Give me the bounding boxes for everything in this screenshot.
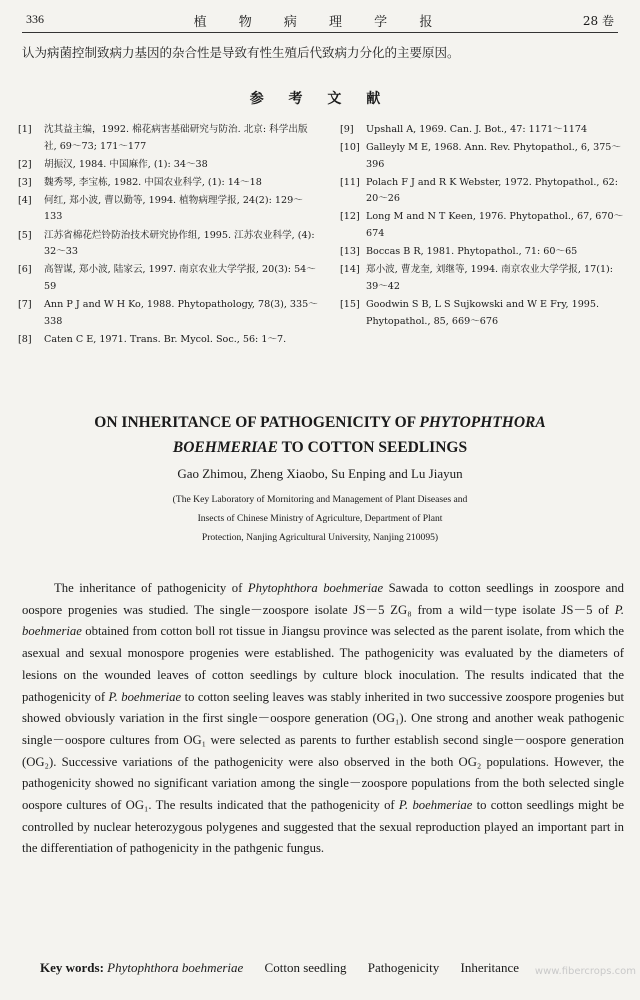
reference-item [18, 175, 318, 192]
keywords-label: Key words: [40, 960, 104, 975]
reference-item [340, 297, 626, 330]
abstract-text: obtained from cotton boll rot tissue in Jiangsu province was selected as the parent isolate, from which the asexual and sexual monospore progenies were established. The pathogenicity was evaluated by the diameters of lesions on the wounded leaves of cotton seedlings by culture block inoculation. The results indicated that the pathogenicity of [22, 624, 624, 704]
reference-item [18, 228, 318, 261]
title-part: ON INHERITANCE OF PATHOGENICITY OF [94, 414, 420, 431]
intro-paragraph: 认为病菌控制致病力基因的杂合性是导致有性生殖后代致病力分化的主要原因。 [22, 45, 460, 60]
reference-item [340, 175, 626, 208]
abstract-species: Phytophthora boehmeriae [247, 581, 384, 595]
abstract-species: P. boehmeriae [22, 602, 624, 639]
reference-text: Ann P J and W H Ko, 1988. Phytopathology, 78(3), 335～338 [44, 298, 318, 327]
reference-item [18, 157, 318, 174]
reference-number: [11] [340, 176, 360, 188]
reference-number: [14] [340, 264, 360, 276]
reference-item [18, 262, 318, 295]
reference-item [18, 297, 318, 330]
reference-item [18, 193, 318, 226]
reference-number: [9] [340, 124, 354, 135]
references-left-column [18, 122, 318, 350]
keyword: Pathogenicity [367, 960, 440, 975]
abstract-species: P. boehmeriae [398, 798, 473, 813]
references-heading: 参 考 文 献 [249, 91, 391, 107]
reference-number: [1] [18, 124, 32, 135]
reference-number: [8] [18, 333, 32, 345]
keyword: Phytophthora boehmeriae [107, 960, 244, 975]
reference-item [340, 244, 626, 261]
abstract-text: The inheritance of pathogenicity of [54, 581, 248, 595]
reference-text: 何红, 郑小波, 曹以勤等, 1994. 植物病理学报, 24(2): 129～133 [44, 194, 303, 223]
reference-item [18, 332, 318, 349]
reference-text: 魏秀琴, 李宝栋, 1982. 中国农业科学, (1): 14～18 [44, 176, 262, 188]
reference-item [340, 209, 626, 242]
abstract [22, 578, 624, 860]
affiliation [0, 490, 640, 547]
reference-text: 胡振汉, 1984. 中国麻作, (1): 34～38 [44, 158, 208, 170]
reference-text: Goodwin S B, L S Sujkowski and W E Fry, 1995. Phytopathol., 85, 669～676 [366, 298, 600, 327]
reference-text: Galleyly M E, 1968. Ann. Rev. Phytopathol., 6, 375～396 [366, 142, 621, 170]
reference-text: Boccas B R, 1981. Phytopathol., 71: 60～65 [366, 246, 578, 258]
abstract-text: to cotton seedlings might be controlled by nuclear heterozygous polygenes and suggested that the sexual reproduction played an important part in the differentiation of pathogenicity in the pathgenic fungus. [22, 798, 624, 856]
volume-label: 28 卷 [582, 14, 614, 28]
page-number: 336 [26, 12, 44, 26]
reference-number: [7] [18, 298, 32, 310]
paper-title [30, 410, 610, 460]
reference-text: Long M and N T Keen, 1976. Phytopathol., 67, 670～674 [366, 211, 624, 240]
site-watermark: www.fibercrops.com [534, 966, 636, 977]
abstract-text: to cotton seeling leaves was stably inherited in two successive zoospore progenies but showed obviously variation in the first single－oospore generation (OG₁). One strong and another weak pathogenic single－oospore cultures from OG₁ were selected as parents to further establish second single－oospore generation (OG₂). Successive variations of the pathogenicity were also observed in the both OG₂ populations. However, the pathogenicity showed no significant variation among the single－zoospore populations from the both selected single oospore cultures of OG₁. The results indicated that the pathogenicity of [22, 689, 624, 813]
reference-item [340, 262, 626, 295]
reference-text: Caten C E, 1971. Trans. Br. Mycol. Soc., 56: 1～7. [44, 333, 287, 345]
reference-item [18, 122, 318, 155]
reference-text: 高智谋, 郑小波, 陆家云, 1997. 南京农业大学学报, 20(3): 54～59 [44, 264, 316, 292]
reference-number: [13] [340, 246, 360, 258]
title-species: BOEHMERIAE [172, 439, 278, 456]
reference-number: [10] [340, 142, 360, 154]
reference-text: Upshall A, 1969. Can. J. Bot., 47: 1171～1174 [366, 124, 588, 135]
reference-number: [4] [18, 194, 32, 206]
affiliation-line: Protection, Nanjing Agricultural University, Nanjing 210095) [201, 532, 439, 543]
abstract-species: P. boehmeriae [108, 689, 182, 704]
title-genus: PHYTOPHTHORA [419, 414, 546, 431]
reference-text: Polach F J and R K Webster, 1972. Phytopathol., 62: 20～26 [366, 176, 618, 205]
affiliation-line: Insects of Chinese Ministry of Agriculture, Department of Plant [197, 513, 443, 524]
reference-item [340, 122, 626, 139]
keyword: Inheritance [460, 960, 519, 975]
journal-name: 植 物 病 理 学 报 [193, 15, 447, 30]
keyword: Cotton seedling [264, 960, 347, 975]
abstract-text: Sawada to cotton seedlings in zoospore and oospore progenies was studied. The single－zoospore isolate JS－5 ZG₈ from a wild－type isolate JS－5 of [22, 581, 624, 617]
affiliation-line: (The Key Laboratory of Mornitoring and Management of Plant Diseases and [172, 494, 468, 505]
reference-number: [3] [18, 176, 32, 188]
reference-number: [15] [340, 298, 360, 310]
running-header [22, 10, 618, 33]
reference-text: 沈其益主编，1992. 棉花病害基础研究与防治. 北京: 科学出版社, 69～73; 171～177 [44, 124, 308, 152]
reference-number: [2] [18, 158, 32, 170]
reference-number: [6] [18, 264, 32, 276]
reference-number: [5] [18, 229, 32, 241]
reference-text: 郑小波, 曹龙奎, 刘继等, 1994. 南京农业大学学报, 17(1): 39～42 [366, 264, 614, 292]
references-right-column [340, 122, 626, 332]
reference-number: [12] [340, 211, 360, 223]
authors: Gao Zhimou, Zheng Xiaobo, Su Enping and Lu Jiayun [177, 466, 463, 481]
reference-item [340, 140, 626, 173]
reference-text: 江苏省棉花烂铃防治技术研究协作组, 1995. 江苏农业科学, (4): 32～33 [44, 229, 315, 258]
title-part: TO COTTON SEEDLINGS [278, 439, 468, 456]
